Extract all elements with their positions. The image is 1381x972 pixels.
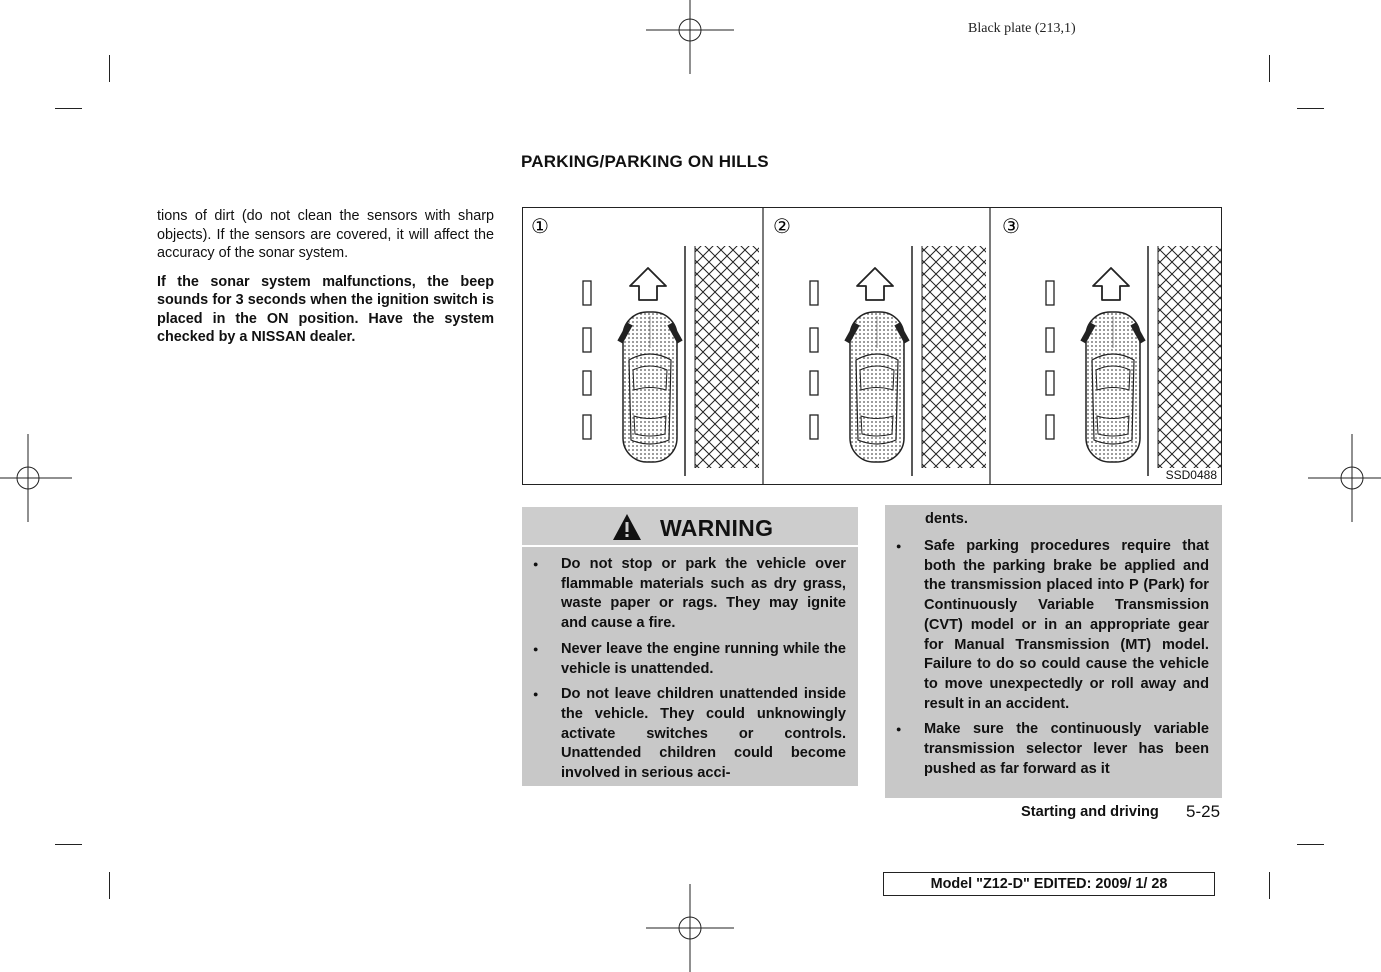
section-title: PARKING/PARKING ON HILLS <box>521 152 769 171</box>
parking-figure <box>522 207 1222 485</box>
malfunction-note: If the sonar system malfunctions, the beep sounds for 3 seconds when the ignition switch is placed in the ON position. Have the system checked by a NISSAN dealer. <box>157 273 494 345</box>
plate-label: Black plate (213,1) <box>968 21 1076 36</box>
figure-code: SSD0488 <box>1165 468 1217 482</box>
warning-title: WARNING <box>660 515 774 541</box>
warning-item: ● Do not leave children unattended inside the vehicle. They could unknowingly activate switches or controls. Unattended children could become involved in serious acci- <box>522 685 858 784</box>
warning-header <box>522 507 858 547</box>
body-paragraph: tions of dirt (do not clean the sensors with sharp objects). If the sensors are covered, it will affect the accuracy of the sonar system. <box>157 208 494 261</box>
panel-label-1: ① <box>531 214 549 238</box>
panel-1-drawing <box>583 246 759 476</box>
warning-item: ● Make sure the continuously variable transmission selector lever has been pushed as far forward as it <box>885 720 1221 779</box>
model-stamp: Model "Z12-D" EDITED: 2009/ 1/ 28 <box>883 872 1215 896</box>
panel-3-drawing <box>1046 246 1221 476</box>
warning-item: ● Safe parking procedures require that both the parking brake be applied and the transmission placed into P (Park) for Continuously Variable Transmission (CVT) model or in an appropriate gear for Manual Transmission (MT) model. Failure to do so could cause the vehicle to move unexpectedly or roll away and result in an accident. <box>885 537 1221 714</box>
footer-section-name: Starting and driving <box>1021 804 1159 820</box>
warning-continued-box <box>885 505 1222 798</box>
warning-list <box>522 555 858 790</box>
panel-2-drawing <box>810 246 986 476</box>
registration-mark-bottom <box>646 884 734 972</box>
left-column <box>157 207 494 357</box>
registration-mark-right <box>1308 434 1381 522</box>
panel-label-3: ③ <box>1002 214 1020 238</box>
panel-label-2: ② <box>773 214 791 238</box>
page-number: 5-25 <box>1186 802 1221 821</box>
registration-mark-top <box>646 0 734 74</box>
warning-box <box>522 507 858 786</box>
continued-list <box>885 537 1221 785</box>
continued-text: dents. <box>925 511 968 527</box>
warning-item: ● Do not stop or park the vehicle over flammable materials such as dry grass, waste paper or rags. They may ignite and cause a fire. <box>522 555 858 634</box>
parking-illustration <box>523 208 1221 484</box>
warning-item: ● Never leave the engine running while the vehicle is unattended. <box>522 640 858 679</box>
registration-mark-left <box>0 434 72 522</box>
warning-triangle-icon <box>612 513 642 541</box>
